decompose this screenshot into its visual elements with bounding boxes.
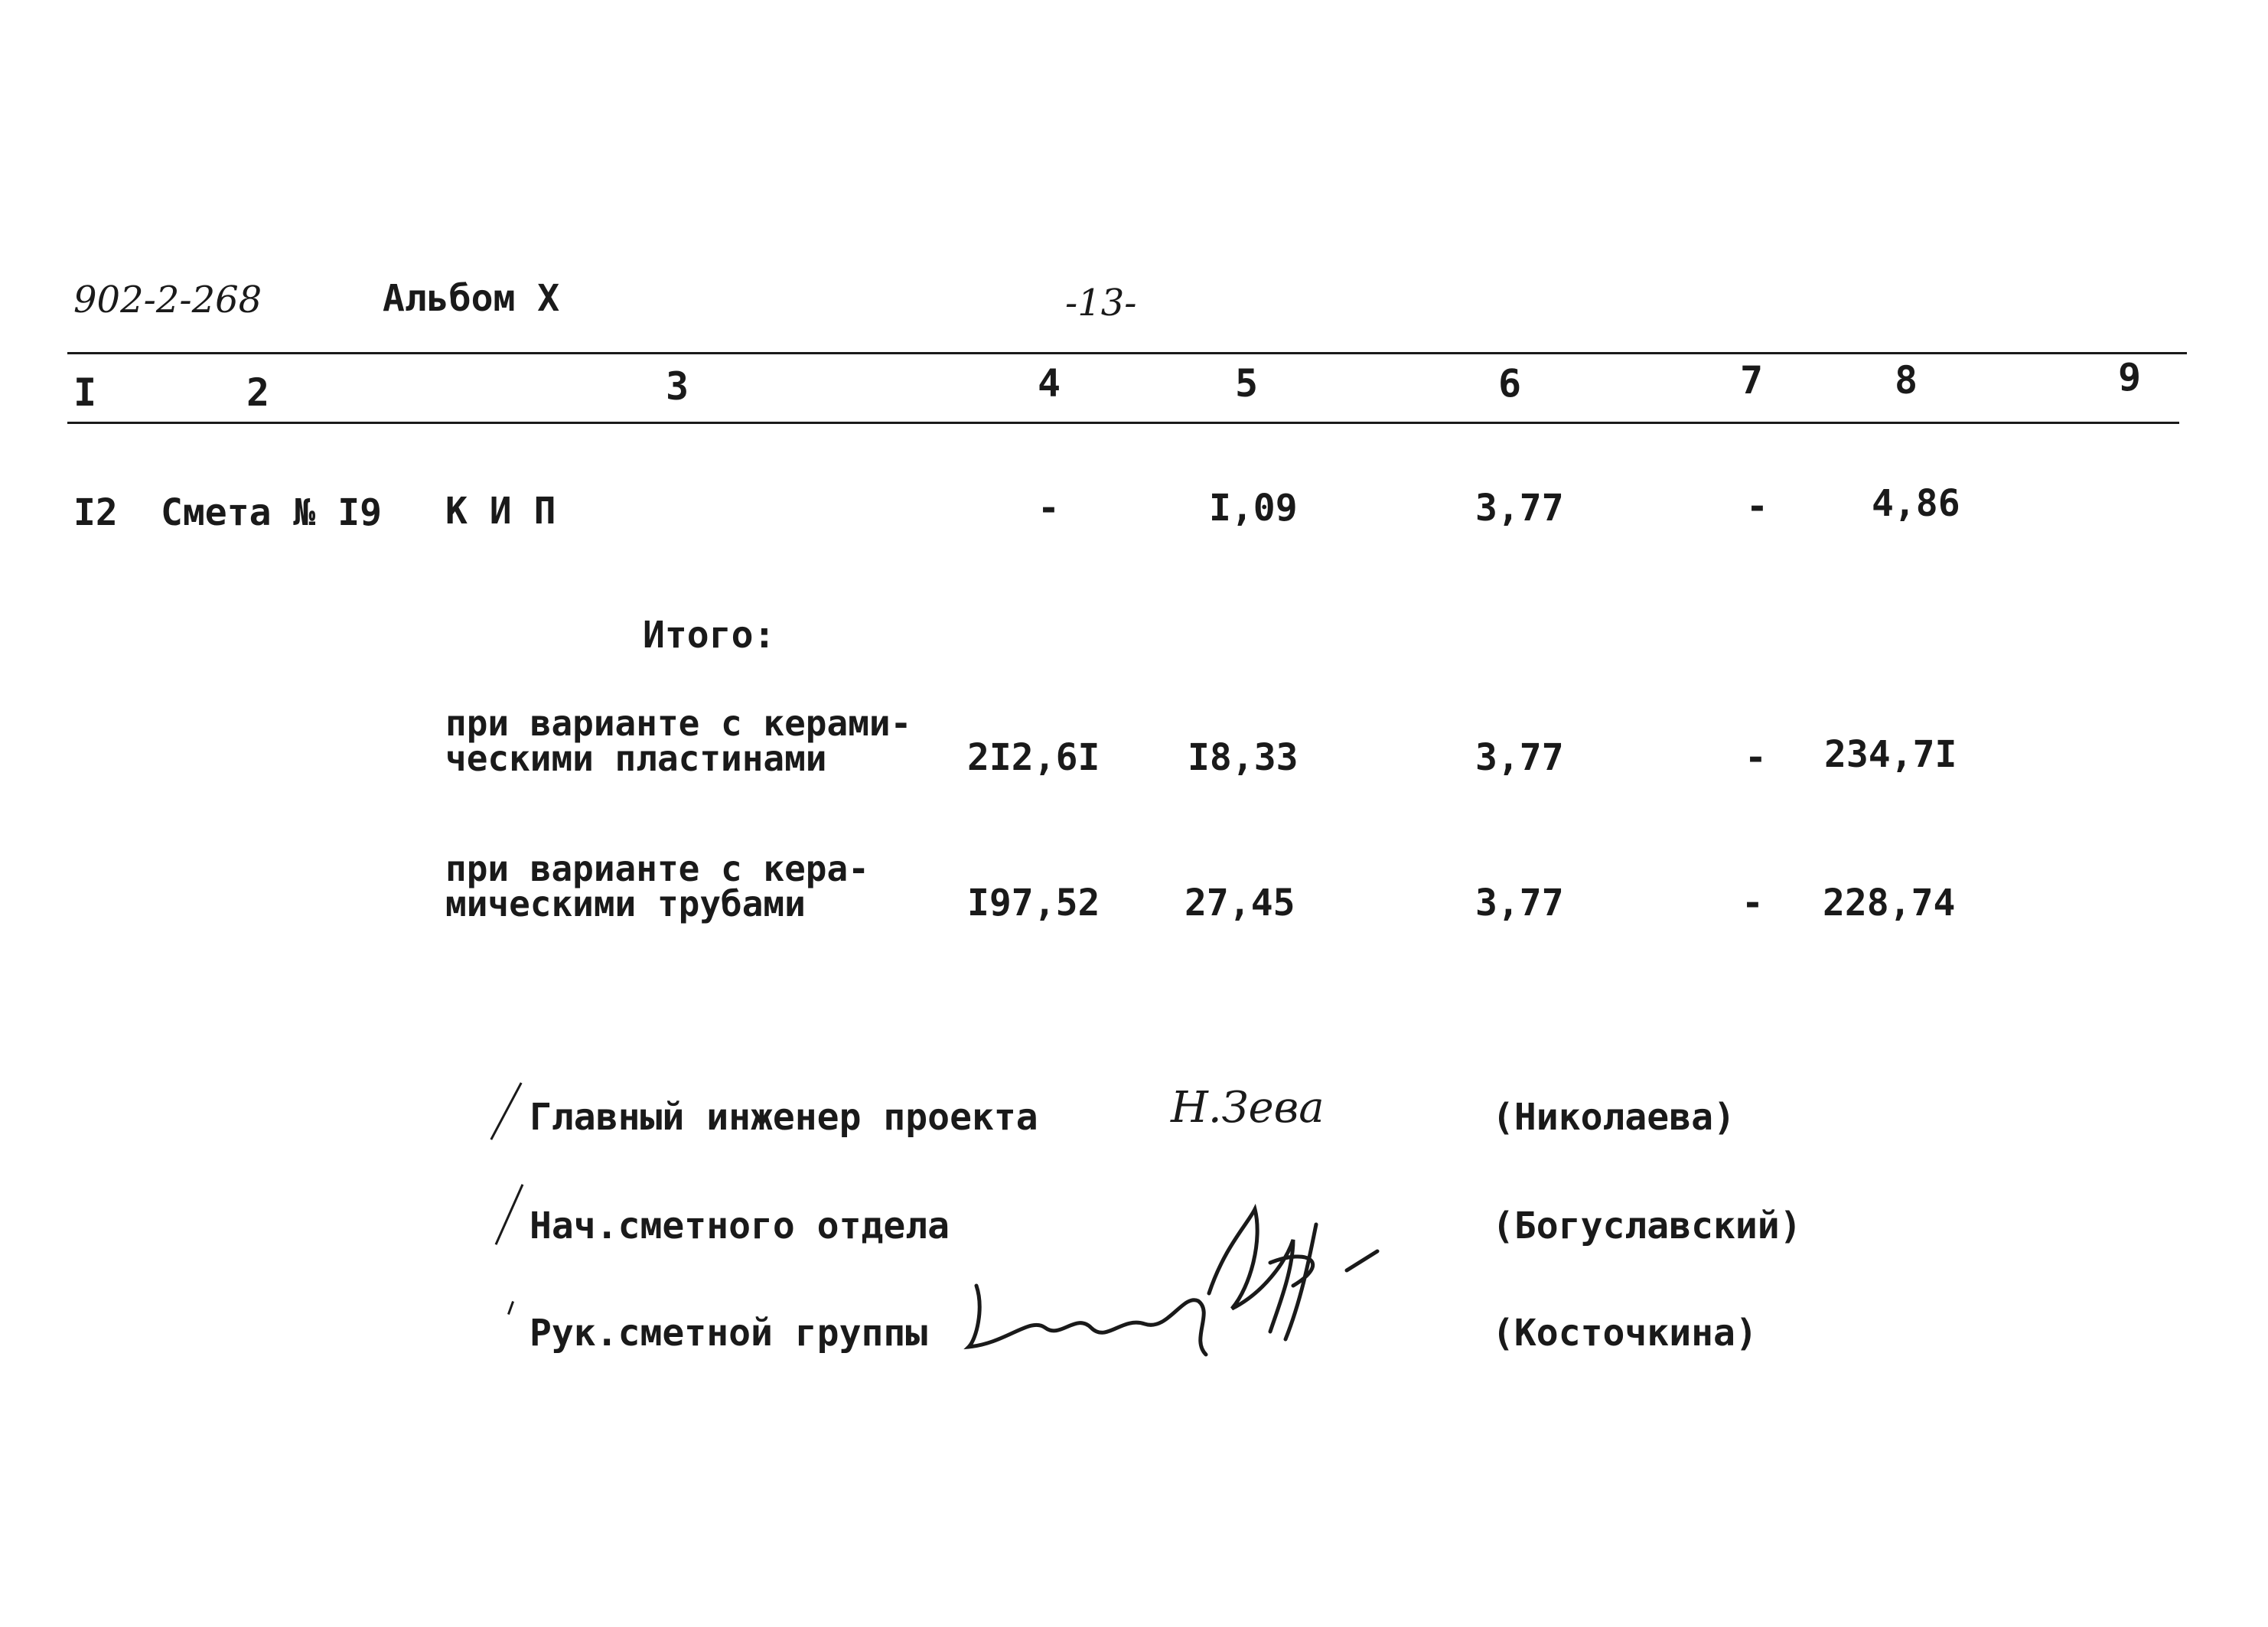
signatory-name-2: (Богуславский) (1492, 1205, 1802, 1247)
signatory-title-2: Нач.сметного отдела (530, 1205, 950, 1247)
page-number: -13- (1065, 282, 1137, 324)
totals-variant-1-label (445, 703, 912, 779)
totals-variant-1-col6: 3,77 (1475, 736, 1564, 779)
document-code: 902-2-268 (73, 279, 262, 321)
table-top-rule (67, 352, 2187, 354)
check-mark-2 (495, 1184, 524, 1245)
check-mark-1 (490, 1082, 522, 1140)
signatory-name-1: (Николаева) (1492, 1096, 1735, 1139)
table-row-col6: 3,77 (1475, 487, 1564, 530)
totals-variant-2-label (445, 848, 869, 924)
handwritten-signature-1: Н.Зева (1171, 1083, 1325, 1133)
column-header-3: 3 (666, 364, 689, 409)
totals-variant-1-col4: 2I2,6I (967, 736, 1100, 779)
totals-variant-1-col8: 234,7I (1824, 733, 1957, 776)
totals-variant-2-col5: 27,45 (1185, 882, 1295, 924)
column-header-1: I (73, 370, 97, 415)
table-header-bottom-rule (67, 422, 2179, 424)
totals-variant-2-line2: мическими трубами (445, 883, 806, 924)
signatory-name-3: (Косточкина) (1492, 1312, 1758, 1355)
totals-variant-2-col4: I97,52 (967, 882, 1100, 924)
totals-variant-1-col7: - (1745, 736, 1767, 779)
column-header-6: 6 (1498, 361, 1522, 406)
totals-label: Итого: (643, 614, 776, 657)
album-label: Альбом X (383, 277, 560, 320)
totals-variant-2-line1: при варианте с кера- (445, 848, 869, 889)
table-row-col7: - (1746, 485, 1768, 528)
totals-variant-1-line2: ческими пластинами (445, 738, 827, 779)
table-row-col8: 4,86 (1872, 482, 1960, 525)
signatory-title-3: Рук.сметной группы (530, 1312, 928, 1355)
column-header-5: 5 (1235, 361, 1259, 406)
column-header-7: 7 (1740, 358, 1764, 403)
table-row-col5: I,09 (1209, 487, 1298, 530)
column-header-8: 8 (1895, 358, 1918, 403)
table-row-col4: - (1038, 487, 1060, 530)
handwritten-signature-3 (961, 1270, 1221, 1362)
totals-variant-2-col8: 228,74 (1823, 882, 1956, 924)
column-header-9: 9 (2118, 355, 2142, 399)
totals-variant-1-line1: при варианте с керами- (445, 703, 912, 744)
signatory-title-1: Главный инженер проекта (530, 1096, 1038, 1139)
totals-variant-1-col5: I8,33 (1188, 736, 1299, 779)
check-mark-3 (507, 1301, 514, 1315)
totals-variant-2-col7: - (1742, 882, 1764, 924)
table-row-name: К И П (445, 490, 556, 533)
column-header-2: 2 (246, 370, 270, 415)
totals-variant-2-col6: 3,77 (1475, 882, 1564, 924)
table-row-number: I2 (73, 491, 118, 534)
table-row-reference: Смета № I9 (161, 491, 382, 534)
column-header-4: 4 (1038, 361, 1061, 406)
